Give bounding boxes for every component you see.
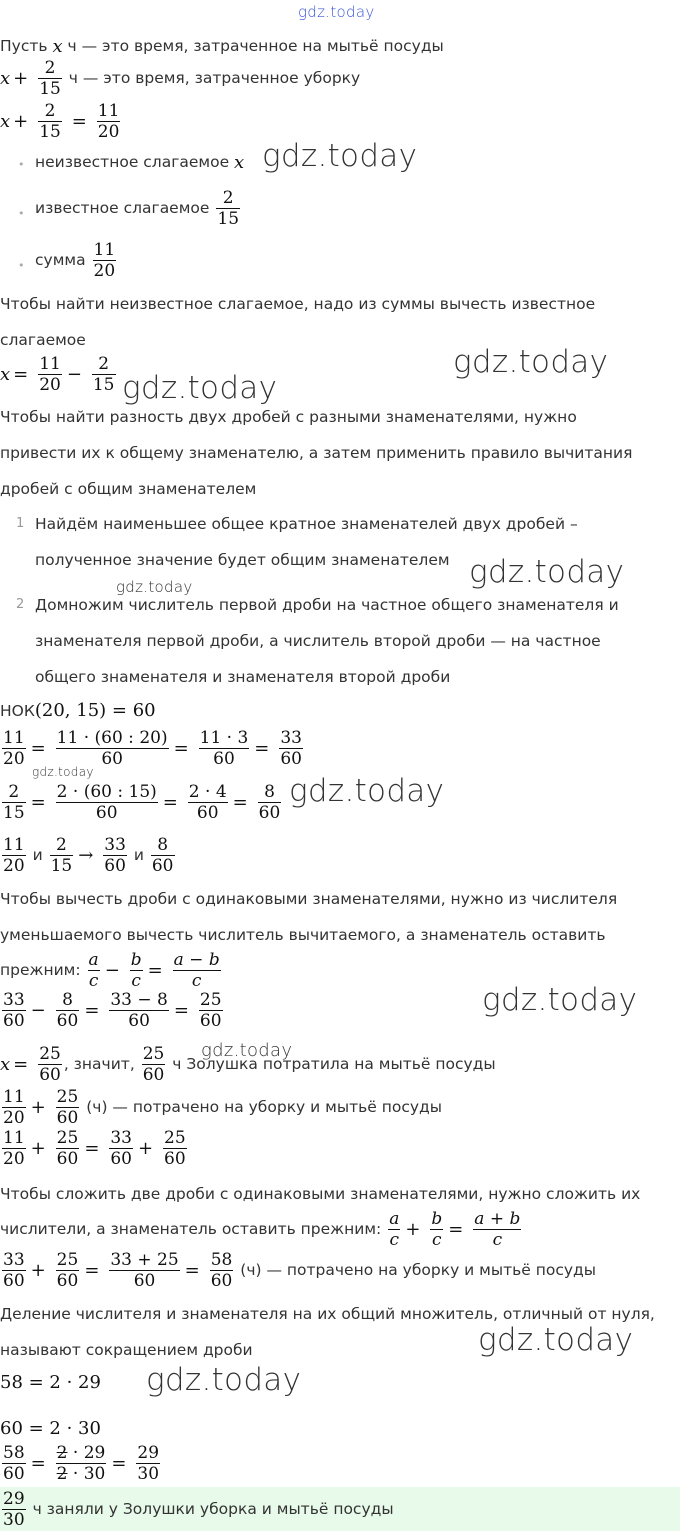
text: , значит,: [63, 1055, 135, 1073]
watermark: gdz.today: [146, 1362, 302, 1398]
text-line: Найдём наименьшее общее кратное знаменателей двух дробей –: [35, 515, 578, 533]
bullet: •: [18, 207, 25, 220]
bullet: •: [18, 158, 25, 171]
text: ч Золушка потратила на мытьё посуды: [172, 1055, 496, 1073]
watermark: gdz.today: [201, 1040, 293, 1061]
text: и: [133, 846, 144, 864]
watermark: gdz.today: [482, 982, 638, 1018]
watermark: gdz.today: [122, 370, 278, 406]
math-line: числители, а знаменатель оставить прежним: $\frac{a}{c}$ + $\frac{b}{c}$ = $\frac{a + b}{c}$: [0, 1209, 521, 1250]
equation: 58 = 2 · 29: [0, 1372, 101, 1393]
list-item: сумма $\frac{11}{20}$: [35, 240, 116, 281]
math-line: x + $\frac{2}{15}$ ч — это время, затраченное уборку: [0, 58, 361, 99]
text-line: Чтобы найти разность двух дробей с разными знаменателями, нужно: [0, 408, 577, 426]
watermark: gdz.today: [116, 578, 193, 596]
math-line: $\frac{33}{60}$ + $\frac{25}{60}$ = $\frac{33 + 25}{60}$ = $\frac{58}{60}$ (ч) — потрачено на уборку и мытьё посуды: [3, 1250, 597, 1291]
text: ч — это время, затраченное уборку: [68, 69, 361, 87]
text-line: Деление числителя и знаменателя на их общий множитель, отличный от нуля,: [0, 1305, 655, 1323]
text-line: дробей с общим знаменателем: [0, 480, 257, 498]
equation: x + $\frac{2}{15}$ = $\frac{11}{20}$: [0, 101, 120, 142]
watermark: gdz.today: [469, 554, 625, 590]
text-line: Домножим числитель первой дроби на частное общего знаменателя и: [35, 596, 619, 614]
text: числители, а знаменатель оставить прежним:: [0, 1220, 382, 1238]
equation: x = $\frac{11}{20}$ − $\frac{2}{15}$: [0, 354, 115, 395]
answer-line: $\frac{29}{30}$ ч заняли у Золушки уборка и мытьё посуды: [3, 1489, 394, 1530]
text: неизвестное слагаемое: [35, 153, 230, 171]
text: (ч) — потрачено на уборку и мытьё посуды: [86, 1098, 442, 1116]
equation: $\frac{58}{60}$ = $\frac{2 \cdot 29}{2 \cdot 30}$ = $\frac{29}{30}$: [3, 1443, 160, 1484]
text-line: полученное значение будет общим знаменателем: [35, 551, 450, 569]
equation: $\frac{33}{60}$ − $\frac{8}{60}$ = $\frac{33 - 8}{60}$ = $\frac{25}{60}$: [3, 990, 222, 1031]
text: известное слагаемое: [35, 199, 210, 217]
text-line: Чтобы найти неизвестное слагаемое, надо из суммы вычесть известное: [0, 295, 596, 313]
list-item: неизвестное слагаемое x: [35, 152, 245, 173]
text-line: уменьшаемого вычесть числитель вычитаемого, а знаменатель оставить: [0, 926, 606, 944]
watermark: gdz.today: [453, 344, 609, 380]
math-line: прежним: $\frac{a}{c}$ − $\frac{b}{c}$ = $\frac{a - b}{c}$: [0, 950, 220, 991]
list-item: известное слагаемое $\frac{2}{15}$: [35, 188, 240, 229]
text: прежним:: [0, 961, 81, 979]
watermark: gdz.today: [478, 1322, 634, 1358]
text: ч заняли у Золушки уборка и мытьё посуды: [32, 1500, 394, 1518]
text-line: общего знаменателя и знаменателя второй дроби: [35, 668, 451, 686]
text-line: Чтобы сложить две дроби с одинаковыми знаменателями, нужно сложить их: [0, 1185, 641, 1203]
text: и: [32, 846, 43, 864]
text: НОК: [0, 702, 35, 720]
text-line: слагаемое: [0, 331, 86, 349]
watermark: gdz.today: [298, 3, 375, 21]
step-marker: 2: [16, 597, 25, 612]
equation: $\frac{11}{20}$ и $\frac{2}{15}$ → $\frac{33}{60}$ и $\frac{8}{60}$: [3, 835, 174, 876]
equation: $\frac{11}{20}$ = $\frac{11 \cdot (60 : 20)}{60}$ = $\frac{11 \cdot 3}{60}$ = $\frac{33}{60}$: [3, 728, 302, 769]
step-marker: 1: [16, 516, 25, 531]
text-line: привести их к общему знаменателю, а затем применить правило вычитания: [0, 444, 633, 462]
math-line: $\frac{11}{20}$ + $\frac{25}{60}$ (ч) — потрачено на уборку и мытьё посуды: [3, 1087, 442, 1128]
equation: НОК(20, 15) = 60: [0, 700, 156, 721]
equation: $\frac{11}{20}$ + $\frac{25}{60}$ = $\frac{33}{60}$ + $\frac{25}{60}$: [3, 1128, 186, 1169]
watermark: gdz.today: [32, 765, 94, 779]
equation: 60 = 2 · 30: [0, 1418, 101, 1439]
watermark: gdz.today: [262, 138, 418, 174]
watermark: gdz.today: [289, 773, 445, 809]
text-line: знаменателя первой дроби, а числитель второй дроби — на частное: [35, 632, 601, 650]
text-line: Чтобы вычесть дроби с одинаковыми знаменателями, нужно из числителя: [0, 890, 618, 908]
bullet: •: [18, 259, 25, 272]
text-line: называют сокращением дроби: [0, 1341, 253, 1359]
text: ч — это время, затраченное на мытьё посуды: [67, 37, 444, 55]
text: Пусть: [0, 37, 48, 55]
text: (ч) — потрачено на уборку и мытьё посуды: [240, 1261, 597, 1279]
text: сумма: [35, 251, 86, 269]
text-line: Пусть x ч — это время, затраченное на мытьё посуды: [0, 36, 444, 57]
math-line: x = $\frac{25}{60}$ , значит, $\frac{25}{60}$ ч Золушка потратила на мытьё посуды: [0, 1044, 496, 1085]
equation: $\frac{2}{15}$ = $\frac{2 \cdot (60 : 15)}{60}$ = $\frac{2 \cdot 4}{60}$ = $\frac{8}{60}$: [3, 782, 281, 823]
